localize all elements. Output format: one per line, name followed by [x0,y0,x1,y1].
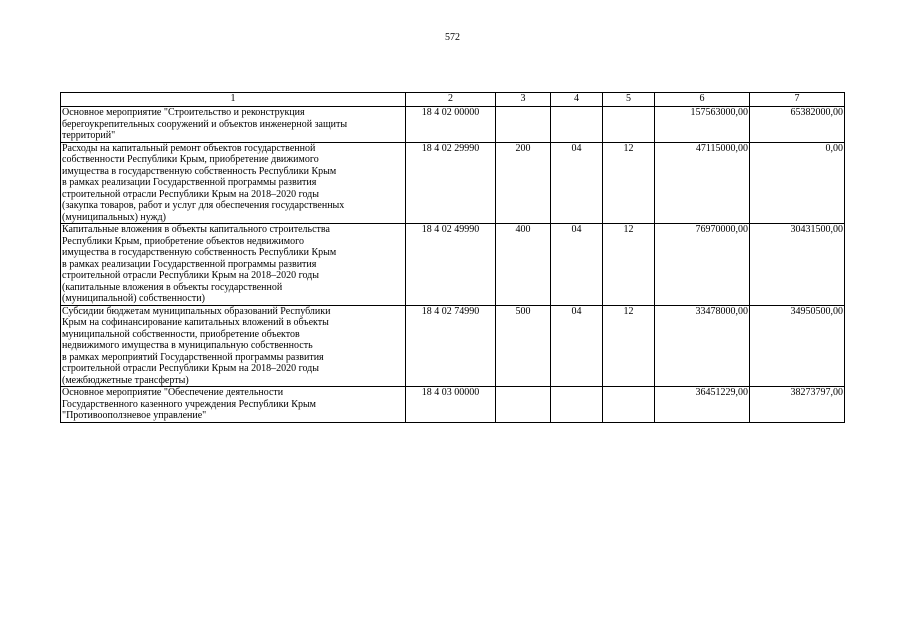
row-amount-1: 47115000,00 [655,142,750,224]
row-amount-1: 36451229,00 [655,387,750,423]
column-header: 3 [496,93,551,107]
row-col4: 04 [551,224,603,306]
row-col5 [603,107,655,143]
budget-table [60,92,845,423]
row-description: Основное мероприятие "Обеспечение деятельности Государственного казенного учреждения Республики Крым "Противооползневое управление" [61,387,406,423]
row-col5: 12 [603,305,655,387]
row-code: 18 4 02 74990 [406,305,496,387]
column-header: 2 [406,93,496,107]
row-code: 18 4 02 29990 [406,142,496,224]
row-col3: 500 [496,305,551,387]
row-col5: 12 [603,142,655,224]
row-col3: 200 [496,142,551,224]
row-col3 [496,107,551,143]
table-row [61,305,845,387]
row-description: Капитальные вложения в объекты капитального строительства Республики Крым, приобретение объектов недвижимого имущества в государственную собственность Республики Крым в рамках реализации Государственной программы развития строительной отрасли Республики Крым на 2018–2020 годы (капитальные вложения в объекты государственной (муниципальной) собственности) [61,224,406,306]
column-header: 4 [551,93,603,107]
table-row [61,107,845,143]
column-header: 6 [655,93,750,107]
row-code: 18 4 03 00000 [406,387,496,423]
row-col5: 12 [603,224,655,306]
row-amount-2: 30431500,00 [750,224,845,306]
column-header: 5 [603,93,655,107]
row-col4: 04 [551,305,603,387]
column-header: 1 [61,93,406,107]
row-description: Основное мероприятие "Строительство и реконструкция берегоукрепительных сооружений и объектов инженерной защиты территорий" [61,107,406,143]
row-amount-2: 0,00 [750,142,845,224]
row-code: 18 4 02 49990 [406,224,496,306]
header-row [61,93,845,107]
row-col3 [496,387,551,423]
row-col5 [603,387,655,423]
row-col4 [551,107,603,143]
row-code: 18 4 02 00000 [406,107,496,143]
row-amount-1: 157563000,00 [655,107,750,143]
table-row [61,387,845,423]
row-col4: 04 [551,142,603,224]
row-amount-1: 76970000,00 [655,224,750,306]
row-amount-2: 34950500,00 [750,305,845,387]
row-description: Субсидии бюджетам муниципальных образований Республики Крым на софинансирование капитальных вложений в объекты муниципальной собственности, приобретение объектов недвижимого имущества в муниципальную собственность в рамках мероприятий Государственной программы развития строительной отрасли Республики Крым на 2018–2020 годы (межбюджетные трансферты) [61,305,406,387]
row-amount-2: 38273797,00 [750,387,845,423]
row-amount-2: 65382000,00 [750,107,845,143]
row-description: Расходы на капитальный ремонт объектов государственной собственности Республики Крым, приобретение движимого имущества в государственную собственность Республики Крым в рамках реализации Государственной программы развития строительной отрасли Республики Крым на 2018–2020 годы (закупка товаров, работ и услуг для обеспечения государственных (муниципальных) нужд) [61,142,406,224]
row-col3: 400 [496,224,551,306]
row-amount-1: 33478000,00 [655,305,750,387]
column-header: 7 [750,93,845,107]
table-row [61,142,845,224]
page-number: 572 [445,32,460,43]
table-row [61,224,845,306]
row-col4 [551,387,603,423]
